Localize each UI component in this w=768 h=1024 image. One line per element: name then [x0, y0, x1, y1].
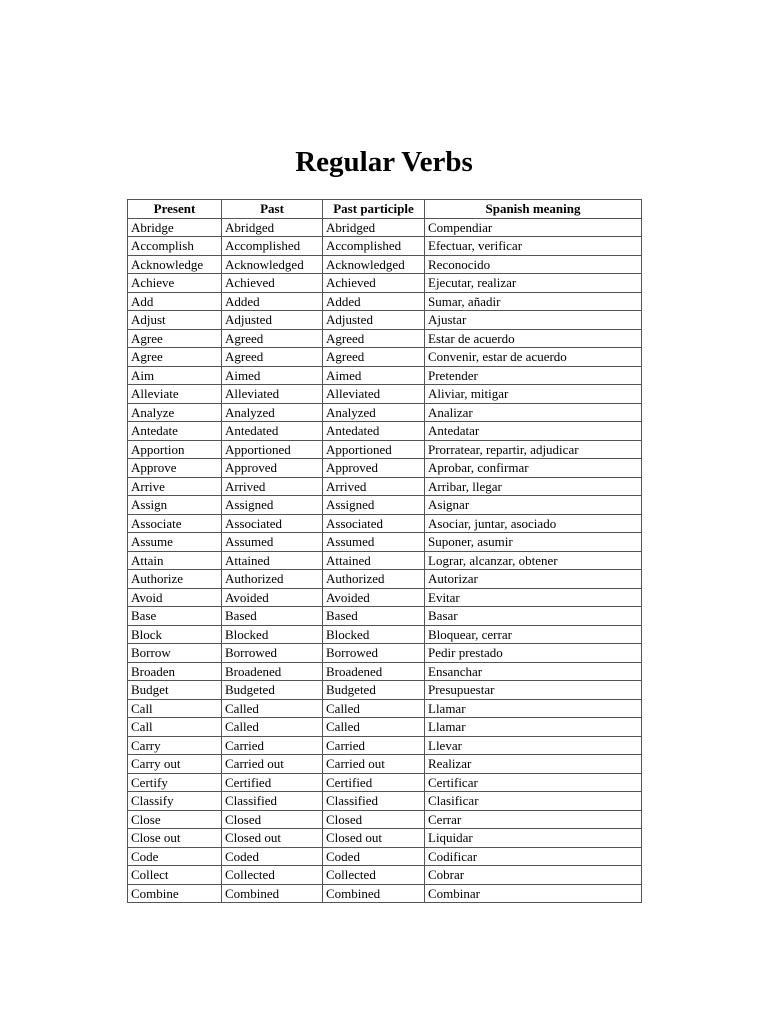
cell-present: Aim [128, 366, 222, 385]
table-row [128, 662, 642, 681]
cell-past-participle: Accomplished [323, 237, 425, 256]
cell-present: Analyze [128, 403, 222, 422]
cell-spanish-meaning: Asociar, juntar, asociado [425, 514, 642, 533]
cell-past-participle: Attained [323, 551, 425, 570]
cell-spanish-meaning: Convenir, estar de acuerdo [425, 348, 642, 367]
cell-past: Authorized [222, 570, 323, 589]
cell-spanish-meaning: Suponer, asumir [425, 533, 642, 552]
cell-spanish-meaning: Asignar [425, 496, 642, 515]
cell-past: Approved [222, 459, 323, 478]
cell-past: Assigned [222, 496, 323, 515]
cell-present: Assume [128, 533, 222, 552]
cell-past-participle: Collected [323, 866, 425, 885]
cell-past-participle: Broadened [323, 662, 425, 681]
cell-past: Called [222, 699, 323, 718]
cell-spanish-meaning: Ajustar [425, 311, 642, 330]
table-row [128, 477, 642, 496]
cell-past: Borrowed [222, 644, 323, 663]
cell-past: Certified [222, 773, 323, 792]
cell-past: Called [222, 718, 323, 737]
cell-spanish-meaning: Compendiar [425, 218, 642, 237]
cell-past: Accomplished [222, 237, 323, 256]
cell-past-participle: Aimed [323, 366, 425, 385]
table-row [128, 625, 642, 644]
cell-past: Acknowledged [222, 255, 323, 274]
cell-spanish-meaning: Reconocido [425, 255, 642, 274]
table-header-row [128, 200, 642, 219]
cell-spanish-meaning: Ejecutar, realizar [425, 274, 642, 293]
cell-present: Call [128, 699, 222, 718]
cell-past-participle: Borrowed [323, 644, 425, 663]
table-row [128, 329, 642, 348]
table-row [128, 218, 642, 237]
cell-present: Avoid [128, 588, 222, 607]
cell-past-participle: Based [323, 607, 425, 626]
cell-past: Achieved [222, 274, 323, 293]
table-row [128, 718, 642, 737]
cell-past: Adjusted [222, 311, 323, 330]
cell-present: Add [128, 292, 222, 311]
cell-present: Classify [128, 792, 222, 811]
table-row [128, 459, 642, 478]
cell-past-participle: Antedated [323, 422, 425, 441]
cell-present: Close out [128, 829, 222, 848]
cell-spanish-meaning: Realizar [425, 755, 642, 774]
cell-spanish-meaning: Basar [425, 607, 642, 626]
cell-present: Agree [128, 348, 222, 367]
cell-past-participle: Alleviated [323, 385, 425, 404]
cell-past-participle: Combined [323, 884, 425, 903]
cell-present: Call [128, 718, 222, 737]
cell-past-participle: Closed [323, 810, 425, 829]
cell-past: Added [222, 292, 323, 311]
cell-spanish-meaning: Presupuestar [425, 681, 642, 700]
cell-spanish-meaning: Efectuar, verificar [425, 237, 642, 256]
cell-past: Aimed [222, 366, 323, 385]
cell-present: Carry out [128, 755, 222, 774]
table-row [128, 292, 642, 311]
column-header-past: Past [222, 200, 323, 219]
cell-past-participle: Assumed [323, 533, 425, 552]
cell-past-participle: Adjusted [323, 311, 425, 330]
cell-present: Carry [128, 736, 222, 755]
cell-past: Abridged [222, 218, 323, 237]
cell-past-participle: Certified [323, 773, 425, 792]
cell-past-participle: Approved [323, 459, 425, 478]
cell-past-participle: Coded [323, 847, 425, 866]
cell-past: Coded [222, 847, 323, 866]
table-row [128, 810, 642, 829]
cell-present: Collect [128, 866, 222, 885]
cell-past: Agreed [222, 348, 323, 367]
cell-past-participle: Associated [323, 514, 425, 533]
table-row [128, 422, 642, 441]
table-row [128, 533, 642, 552]
cell-spanish-meaning: Liquidar [425, 829, 642, 848]
cell-past: Carried [222, 736, 323, 755]
cell-past-participle: Acknowledged [323, 255, 425, 274]
cell-past-participle: Classified [323, 792, 425, 811]
table-row [128, 274, 642, 293]
cell-past-participle: Closed out [323, 829, 425, 848]
cell-present: Borrow [128, 644, 222, 663]
cell-present: Arrive [128, 477, 222, 496]
cell-past: Apportioned [222, 440, 323, 459]
cell-spanish-meaning: Arribar, llegar [425, 477, 642, 496]
table-row [128, 847, 642, 866]
cell-past: Based [222, 607, 323, 626]
cell-past: Arrived [222, 477, 323, 496]
cell-past-participle: Avoided [323, 588, 425, 607]
cell-past-participle: Called [323, 718, 425, 737]
table-row [128, 514, 642, 533]
cell-present: Certify [128, 773, 222, 792]
table-row [128, 588, 642, 607]
cell-past-participle: Called [323, 699, 425, 718]
cell-present: Alleviate [128, 385, 222, 404]
cell-past: Closed out [222, 829, 323, 848]
cell-present: Agree [128, 329, 222, 348]
cell-past-participle: Added [323, 292, 425, 311]
column-header-past-participle: Past participle [323, 200, 425, 219]
cell-present: Base [128, 607, 222, 626]
cell-past: Antedated [222, 422, 323, 441]
cell-spanish-meaning: Aliviar, mitigar [425, 385, 642, 404]
cell-spanish-meaning: Llevar [425, 736, 642, 755]
cell-present: Approve [128, 459, 222, 478]
cell-past: Attained [222, 551, 323, 570]
cell-spanish-meaning: Pedir prestado [425, 644, 642, 663]
table-row [128, 773, 642, 792]
cell-present: Abridge [128, 218, 222, 237]
table-row [128, 440, 642, 459]
table-row [128, 570, 642, 589]
cell-past: Combined [222, 884, 323, 903]
cell-present: Associate [128, 514, 222, 533]
cell-past: Blocked [222, 625, 323, 644]
cell-present: Budget [128, 681, 222, 700]
cell-past: Avoided [222, 588, 323, 607]
cell-past-participle: Agreed [323, 329, 425, 348]
table-row [128, 496, 642, 515]
table-row [128, 644, 642, 663]
cell-present: Assign [128, 496, 222, 515]
cell-present: Accomplish [128, 237, 222, 256]
cell-past-participle: Carried [323, 736, 425, 755]
verbs-table [127, 199, 642, 903]
cell-past: Budgeted [222, 681, 323, 700]
cell-spanish-meaning: Cobrar [425, 866, 642, 885]
table-row [128, 385, 642, 404]
cell-past-participle: Carried out [323, 755, 425, 774]
page-title: Regular Verbs [295, 146, 473, 178]
cell-past: Agreed [222, 329, 323, 348]
cell-past: Collected [222, 866, 323, 885]
cell-spanish-meaning: Antedatar [425, 422, 642, 441]
cell-past-participle: Agreed [323, 348, 425, 367]
cell-past-participle: Abridged [323, 218, 425, 237]
cell-past-participle: Budgeted [323, 681, 425, 700]
table-row [128, 829, 642, 848]
cell-spanish-meaning: Sumar, añadir [425, 292, 642, 311]
table-row [128, 699, 642, 718]
table-body [128, 218, 642, 903]
cell-present: Authorize [128, 570, 222, 589]
cell-present: Attain [128, 551, 222, 570]
cell-spanish-meaning: Autorizar [425, 570, 642, 589]
cell-past: Assumed [222, 533, 323, 552]
cell-present: Antedate [128, 422, 222, 441]
cell-spanish-meaning: Codificar [425, 847, 642, 866]
cell-past-participle: Apportioned [323, 440, 425, 459]
cell-past-participle: Assigned [323, 496, 425, 515]
table-row [128, 237, 642, 256]
cell-present: Achieve [128, 274, 222, 293]
cell-spanish-meaning: Cerrar [425, 810, 642, 829]
cell-past: Carried out [222, 755, 323, 774]
cell-spanish-meaning: Llamar [425, 699, 642, 718]
table-row [128, 607, 642, 626]
cell-present: Broaden [128, 662, 222, 681]
table-row [128, 403, 642, 422]
cell-spanish-meaning: Certificar [425, 773, 642, 792]
cell-present: Apportion [128, 440, 222, 459]
cell-present: Code [128, 847, 222, 866]
table-row [128, 884, 642, 903]
cell-spanish-meaning: Combinar [425, 884, 642, 903]
cell-spanish-meaning: Clasificar [425, 792, 642, 811]
cell-past-participle: Blocked [323, 625, 425, 644]
cell-spanish-meaning: Pretender [425, 366, 642, 385]
cell-past-participle: Achieved [323, 274, 425, 293]
cell-spanish-meaning: Bloquear, cerrar [425, 625, 642, 644]
cell-past: Analyzed [222, 403, 323, 422]
cell-spanish-meaning: Analizar [425, 403, 642, 422]
cell-present: Acknowledge [128, 255, 222, 274]
cell-spanish-meaning: Llamar [425, 718, 642, 737]
cell-present: Close [128, 810, 222, 829]
table-row [128, 792, 642, 811]
cell-past: Closed [222, 810, 323, 829]
cell-present: Combine [128, 884, 222, 903]
cell-spanish-meaning: Estar de acuerdo [425, 329, 642, 348]
table-row [128, 255, 642, 274]
cell-spanish-meaning: Aprobar, confirmar [425, 459, 642, 478]
column-header-spanish-meaning: Spanish meaning [425, 200, 642, 219]
table-row [128, 348, 642, 367]
table-row [128, 755, 642, 774]
table-row [128, 551, 642, 570]
table-row [128, 681, 642, 700]
cell-present: Block [128, 625, 222, 644]
cell-past: Classified [222, 792, 323, 811]
cell-present: Adjust [128, 311, 222, 330]
table-row [128, 736, 642, 755]
cell-past-participle: Analyzed [323, 403, 425, 422]
table-row [128, 866, 642, 885]
cell-spanish-meaning: Prorratear, repartir, adjudicar [425, 440, 642, 459]
cell-past: Alleviated [222, 385, 323, 404]
cell-spanish-meaning: Evitar [425, 588, 642, 607]
cell-past-participle: Arrived [323, 477, 425, 496]
cell-past-participle: Authorized [323, 570, 425, 589]
cell-past: Associated [222, 514, 323, 533]
cell-spanish-meaning: Ensanchar [425, 662, 642, 681]
table-row [128, 366, 642, 385]
cell-past: Broadened [222, 662, 323, 681]
column-header-present: Present [128, 200, 222, 219]
table-row [128, 311, 642, 330]
cell-spanish-meaning: Lograr, alcanzar, obtener [425, 551, 642, 570]
